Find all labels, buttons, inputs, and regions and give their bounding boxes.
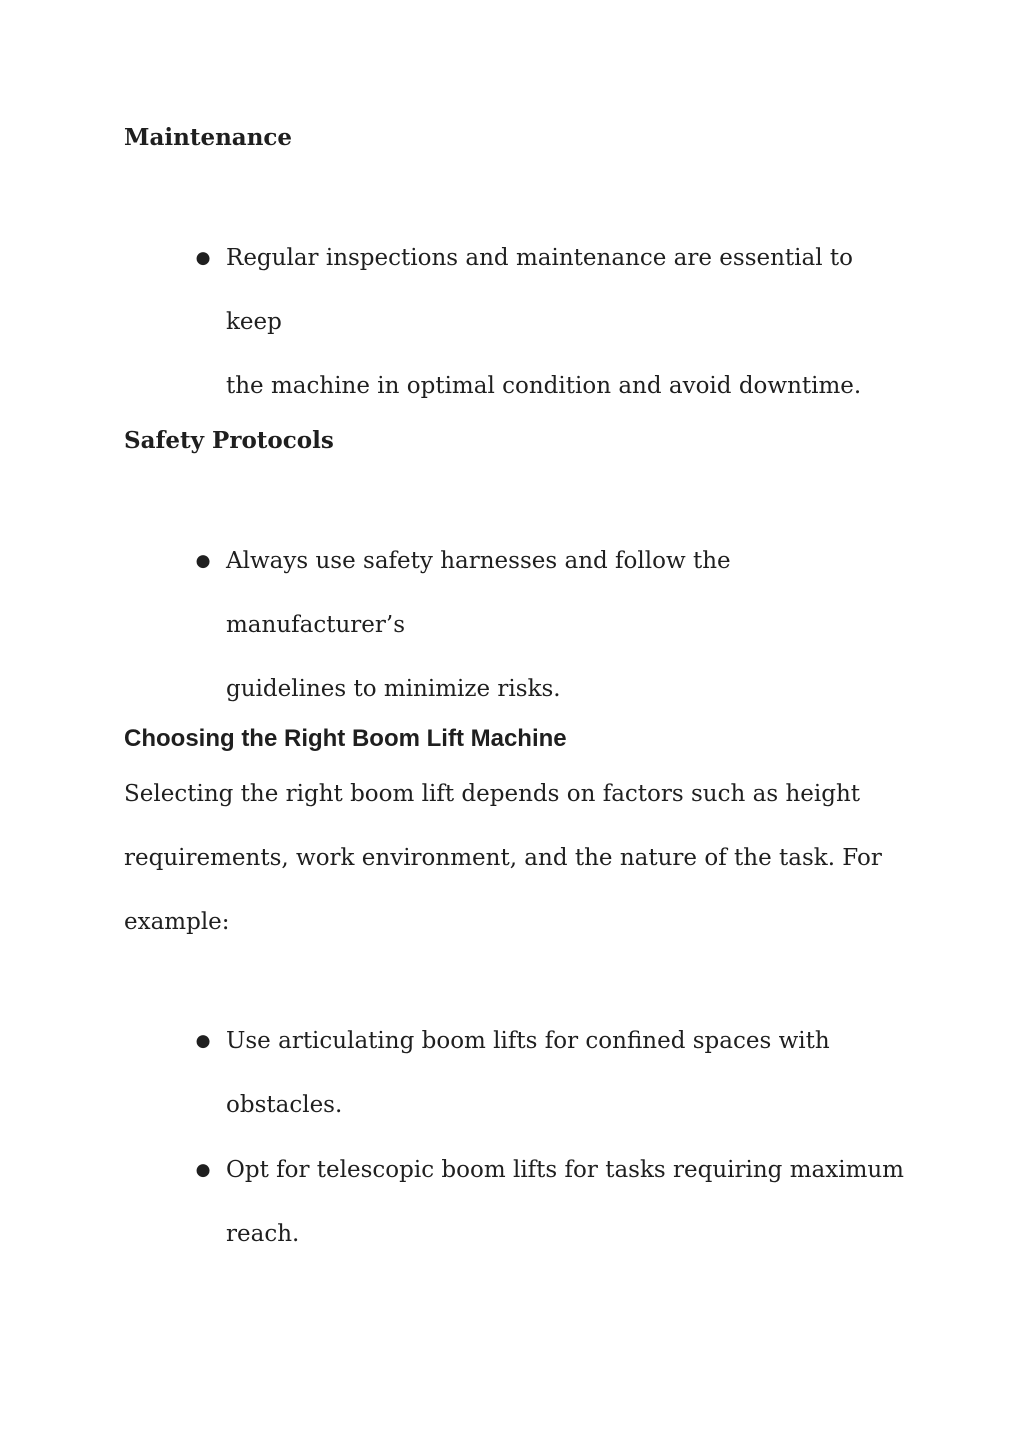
- list-item-text: [226, 1138, 916, 1266]
- list-item-line: Use articulating boom lifts for confined spaces with: [226, 1028, 830, 1054]
- paragraph-line: example:: [124, 909, 230, 935]
- list-item-line: guidelines to minimize risks.: [226, 676, 561, 702]
- section-heading-safety-protocols: Safety Protocols: [124, 427, 334, 454]
- paragraph-line: requirements, work environment, and the nature of the task. For: [124, 845, 882, 871]
- list-item-line: obstacles.: [226, 1092, 343, 1118]
- bullet-icon: ●: [195, 248, 211, 268]
- list-item-text: [226, 1009, 916, 1137]
- section-heading-maintenance: Maintenance: [124, 124, 293, 151]
- list-item-line: Opt for telescopic boom lifts for tasks requiring maximum: [226, 1157, 904, 1183]
- list-item-line: reach.: [226, 1221, 300, 1247]
- list-item-text: [226, 226, 916, 418]
- bullet-icon: ●: [195, 1160, 211, 1180]
- list-item: [190, 529, 910, 702]
- paragraph-line: Selecting the right boom lift depends on factors such as height: [124, 781, 860, 807]
- bullet-icon: ●: [195, 1031, 211, 1051]
- body-paragraph: [124, 762, 914, 954]
- bullet-icon: ●: [195, 551, 211, 571]
- list-item-line: Regular inspections and maintenance are essential to keep: [226, 245, 853, 335]
- list-item-text: [226, 529, 916, 721]
- list-item: [190, 1009, 910, 1137]
- section-heading-choosing: Choosing the Right Boom Lift Machine: [124, 725, 567, 752]
- list-item: [190, 1138, 910, 1266]
- list-item-line: the machine in optimal condition and avoid downtime.: [226, 373, 862, 399]
- list-item: [190, 226, 910, 399]
- list-item-line: Always use safety harnesses and follow the manufacturer’s: [226, 548, 731, 638]
